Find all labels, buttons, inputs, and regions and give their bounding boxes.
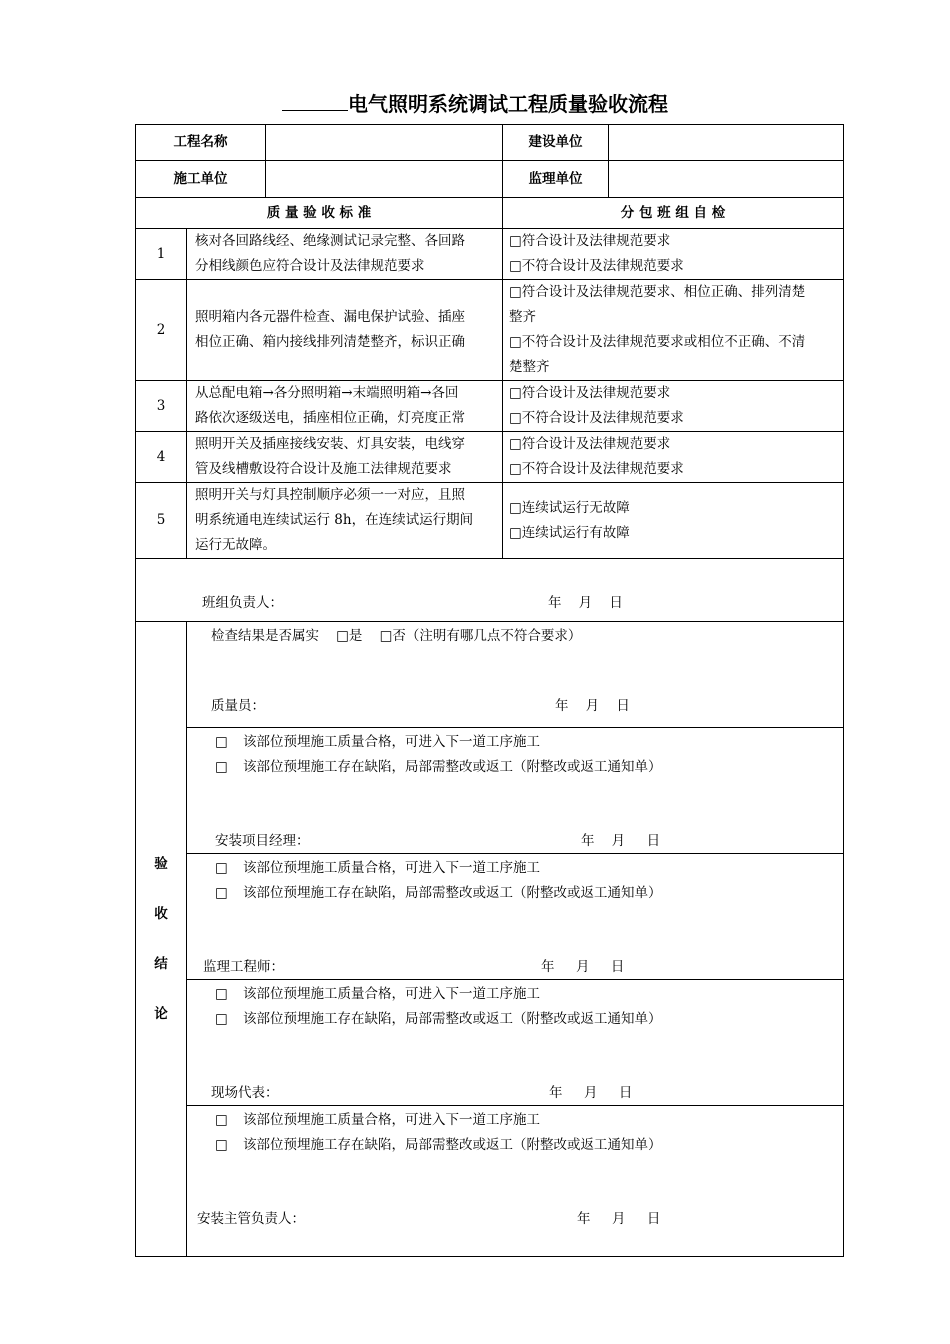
- builder-value[interactable]: [609, 125, 844, 161]
- contractor-value[interactable]: [266, 161, 503, 198]
- team-sign-date: 年 月 日: [548, 595, 623, 611]
- signer-label: 监理工程师：: [203, 959, 284, 975]
- option-defective[interactable]: □ 该部位预埋施工存在缺陷，局部需整改或返工（附整改或返工通知单）: [215, 1011, 662, 1027]
- item-selfcheck[interactable]: □符合设计及法律规范要求 □不符合设计及法律规范要求: [503, 381, 844, 432]
- item-standard: 照明开关与灯具控制顺序必须一一对应，且照 明系统通电连续试运行 8h，在连续试运行期间 运行无故障。: [187, 483, 503, 559]
- option-qualified[interactable]: □ 该部位预埋施工质量合格，可进入下一道工序施工: [215, 1112, 540, 1128]
- item-number: 5: [136, 483, 187, 559]
- title-text: 电气照明系统调试工程质量验收流程: [348, 92, 668, 116]
- team-sign-cell[interactable]: [136, 559, 844, 622]
- item-number: 1: [136, 229, 187, 280]
- conclusion-label: 验 收 结 论: [136, 622, 187, 1257]
- item-selfcheck[interactable]: □符合设计及法律规范要求 □不符合设计及法律规范要求: [503, 432, 844, 483]
- signer-label: 安装项目经理：: [215, 833, 310, 849]
- team-sign-row: [136, 559, 844, 622]
- signer-date: 年 月 日: [541, 959, 625, 975]
- info-row-2: [136, 161, 844, 198]
- item-row: [136, 280, 844, 381]
- signer-date: 年 月 日: [577, 1211, 661, 1227]
- item-selfcheck[interactable]: □符合设计及法律规范要求 □不符合设计及法律规范要求: [503, 229, 844, 280]
- selfcheck-header: 分 包 班 组 自 检: [503, 198, 844, 229]
- check-result-line: 检查结果是否属实 □是 □否（注明有哪几点不符合要求）: [211, 628, 582, 644]
- builder-label: 建设单位: [503, 125, 609, 161]
- item-selfcheck[interactable]: □连续试运行无故障 □连续试运行有故障: [503, 483, 844, 559]
- option-defective[interactable]: □ 该部位预埋施工存在缺陷，局部需整改或返工（附整改或返工通知单）: [215, 1137, 662, 1153]
- option-qualified[interactable]: □ 该部位预埋施工质量合格，可进入下一道工序施工: [215, 734, 540, 750]
- page-title: [0, 88, 950, 117]
- supervisor-chief-sign-cell[interactable]: [187, 1106, 844, 1257]
- signer-date: 年 月 日: [581, 833, 661, 849]
- item-row: [136, 229, 844, 280]
- signer-label: 安装主管负责人：: [197, 1211, 305, 1227]
- conclusion-row: [136, 728, 844, 854]
- info-row-1: [136, 125, 844, 161]
- conclusion-row: [136, 622, 844, 728]
- item-number: 3: [136, 381, 187, 432]
- item-selfcheck[interactable]: □符合设计及法律规范要求、相位正确、排列清楚 整齐 □不符合设计及法律规范要求或相位不正确、不清 楚整齐: [503, 280, 844, 381]
- signer-label: 现场代表：: [211, 1085, 279, 1101]
- supervisor-label: 监理单位: [503, 161, 609, 198]
- item-standard: 照明开关及插座接线安装、灯具安装，电线穿 管及线槽敷设符合设计及施工法律规范要求: [187, 432, 503, 483]
- site-rep-sign-cell[interactable]: [187, 980, 844, 1106]
- contractor-label: 施工单位: [136, 161, 266, 198]
- conclusion-row: [136, 854, 844, 980]
- conclusion-row: [136, 1106, 844, 1257]
- item-standard: 核对各回路线经、绝缘测试记录完整、各回路 分相线颜色应符合设计及法律规范要求: [187, 229, 503, 280]
- item-number: 2: [136, 280, 187, 381]
- project-name-value[interactable]: [266, 125, 503, 161]
- item-row: [136, 432, 844, 483]
- supervisor-value[interactable]: [609, 161, 844, 198]
- conclusion-row: [136, 980, 844, 1106]
- quality-date: 年 月 日: [555, 698, 630, 714]
- item-standard: 从总配电箱→各分照明箱→末端照明箱→各回 路依次逐级送电，插座相位正确，灯亮度正常: [187, 381, 503, 432]
- item-number: 4: [136, 432, 187, 483]
- option-defective[interactable]: □ 该部位预埋施工存在缺陷，局部需整改或返工（附整改或返工通知单）: [215, 885, 662, 901]
- option-qualified[interactable]: □ 该部位预埋施工质量合格，可进入下一道工序施工: [215, 860, 540, 876]
- title-blank: [282, 92, 348, 111]
- signer-date: 年 月 日: [549, 1085, 633, 1101]
- quality-inspector-label: 质量员：: [211, 698, 265, 714]
- project-name-label: 工程名称: [136, 125, 266, 161]
- section-header-row: [136, 198, 844, 229]
- item-row: [136, 381, 844, 432]
- supervisor-sign-cell[interactable]: [187, 854, 844, 980]
- pm-sign-cell[interactable]: [187, 728, 844, 854]
- option-qualified[interactable]: □ 该部位预埋施工质量合格，可进入下一道工序施工: [215, 986, 540, 1002]
- item-standard: 照明箱内各元器件检查、漏电保护试验、插座 相位正确、箱内接线排列清楚整齐，标识正确: [187, 280, 503, 381]
- inspection-table: [135, 124, 844, 1257]
- quality-check-cell[interactable]: [187, 622, 844, 728]
- standard-header: 质 量 验 收 标 准: [136, 198, 503, 229]
- team-leader-label: 班组负责人：: [202, 595, 283, 611]
- item-row: [136, 483, 844, 559]
- option-defective[interactable]: □ 该部位预埋施工存在缺陷，局部需整改或返工（附整改或返工通知单）: [215, 759, 662, 775]
